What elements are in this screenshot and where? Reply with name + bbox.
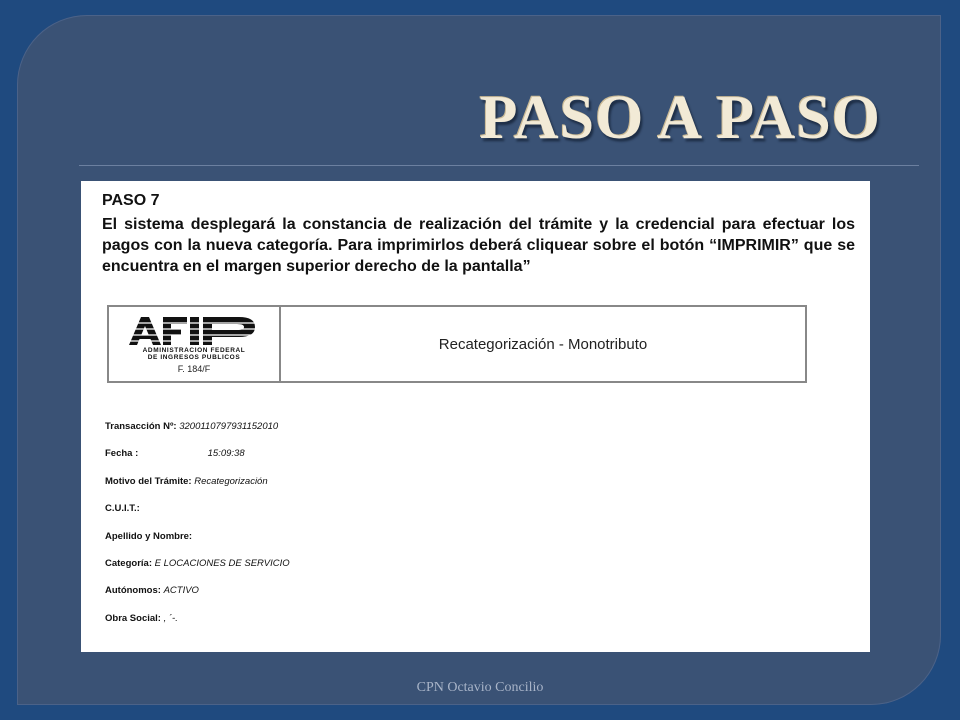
org-name: ADMINISTRACION FEDERAL DE INGRESOS PUBLICOS (142, 346, 246, 361)
field-autonomos: Autónomos: ACTIVO (105, 585, 199, 597)
step-title: PASO 7 (102, 192, 160, 209)
field-name: Apellido y Nombre: (105, 530, 193, 542)
form-code: F. 184/F (177, 363, 211, 374)
form-title: Recategorización - Monotributo (438, 335, 648, 353)
field-transaction-number: Transacción Nº: 320011079793115201​0 (105, 421, 279, 432)
field-health-insurance: Obra Social: , ´-. (105, 612, 178, 624)
afip-logo-icon (127, 315, 261, 345)
step-instructions: El sistema desplegará la constancia de realización del trámite y la credencial para efectuar los pagos con la nueva categoría. Para imprimirlos deberá cliquear sobre el botón “IMPRIMIR” que se encuentra en el margen superior derecho de la pantalla” (102, 216, 855, 275)
title-divider (79, 165, 919, 166)
document-screenshot (81, 181, 870, 652)
afip-logo-cell (109, 307, 281, 381)
field-cuit: C.U.I.T.: (105, 503, 140, 515)
slide-footer: CPN Octavio Concilio (416, 680, 544, 695)
field-category: Categoría: E LOCACIONES DE SERVICIO (105, 557, 290, 569)
field-reason: Motivo del Trámite: Recategorización (105, 475, 268, 487)
form-header (107, 305, 807, 383)
field-date: Fecha : 15:09:38 (105, 448, 245, 460)
transaction-fields (105, 421, 290, 640)
slide-title: PASO A PASO (479, 84, 881, 152)
